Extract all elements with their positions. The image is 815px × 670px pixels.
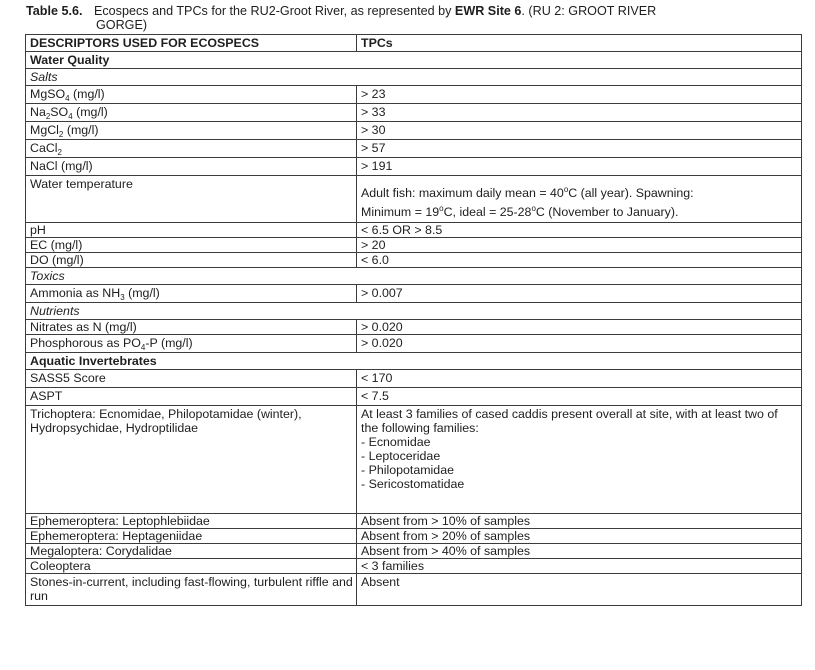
list-item: - Philopotamidae [361,463,454,477]
table-row [26,335,802,353]
tpc-nacl: > 191 [357,158,802,176]
tpc-water-temperature: Adult fish: maximum daily mean = $40^oC$ (all year). Spawning: Minimum = $19^oC$, ideal = $25-28^oC$ (November to January). [357,176,802,223]
table-row [26,529,802,544]
table-row [26,320,802,335]
table-row [26,514,802,529]
caption-label: Table 5.6. [26,4,83,18]
tpc-do: < 6.0 [357,253,802,268]
table-row [26,223,802,238]
tpc-cacl2: > 57 [357,140,802,158]
subsection-toxics: Toxics [26,268,802,285]
tpc-corydalidae: Absent from > 40% of samples [357,544,802,559]
subsection-row [26,69,802,86]
subsection-row [26,268,802,285]
tpc-mgcl2: > 30 [357,122,802,140]
table-row [26,388,802,406]
subsection-salts: Salts [26,69,802,86]
section-row [26,353,802,370]
table-row [26,140,802,158]
table-row [26,104,802,122]
descriptor-cacl2: CaCl$_2$ [26,140,357,158]
subsection-nutrients: Nutrients [26,303,802,320]
descriptor-coleoptera: Coleoptera [26,559,357,574]
descriptor-trichoptera: Trichoptera: Ecnomidae, Philopotamidae (winter), Hydropsychidae, Hydroptilidae [26,406,357,514]
descriptor-leptophlebiidae: Ephemeroptera: Leptophlebiidae [26,514,357,529]
tpc-trichoptera [357,406,802,514]
tpc-na2so4: > 33 [357,104,802,122]
descriptor-do: DO (mg/l) [26,253,357,268]
list-item: - Ecnomidae [361,435,431,449]
descriptor-corydalidae: Megaloptera: Corydalidae [26,544,357,559]
descriptor-nacl: NaCl (mg/l) [26,158,357,176]
section-aquatic-invertebrates: Aquatic Invertebrates [26,353,802,370]
table-row [26,370,802,388]
table-row [26,559,802,574]
table-row [26,238,802,253]
descriptor-nitrates: Nitrates as N (mg/l) [26,320,357,335]
table-row [26,122,802,140]
descriptor-sass5: SASS5 Score [26,370,357,388]
list-item: - Sericostomatidae [361,477,465,491]
tpc-mgso4: > 23 [357,86,802,104]
table-header [26,35,802,52]
descriptor-ammonia: Ammonia as $NH_3$ (mg/l) [26,285,357,303]
tpc-coleoptera: < 3 families [357,559,802,574]
table-caption [26,4,786,32]
section-row [26,52,802,69]
table-row [26,86,802,104]
tpc-nitrates: > 0.020 [357,320,802,335]
table-row [26,574,802,606]
tpc-trichoptera-text: At least 3 families of cased caddis present overall at site, with at least two of the following families: [361,407,778,435]
header-descriptors: DESCRIPTORS USED FOR ECOSPECS [26,35,357,52]
subsection-row [26,303,802,320]
descriptor-mgso4: MgSO$_4$ (mg/l) [26,86,357,104]
header-tpcs: TPCs [357,35,802,52]
descriptor-mgcl2: MgCl$_2$ (mg/l) [26,122,357,140]
descriptor-aspt: ASPT [26,388,357,406]
caption-site: EWR Site 6 [454,4,522,18]
tpc-ec: > 20 [357,238,802,253]
descriptor-stones: Stones-in-current, including fast-flowing, turbulent riffle and run [26,574,357,606]
list-item: - Leptoceridae [361,449,441,463]
tpc-ph: < 6.5 OR > 8.5 [357,223,802,238]
descriptor-ec: EC (mg/l) [26,238,357,253]
tpc-stones: Absent [357,574,802,606]
tpc-heptageniidae: Absent from > 20% of samples [357,529,802,544]
family-list [361,435,798,491]
tpc-phosphorous: > 0.020 [357,335,802,353]
caption-text-3: GORGE) [96,18,148,32]
table-row [26,158,802,176]
descriptor-na2so4: $Na_2SO_4$ (mg/l) [26,104,357,122]
descriptor-water-temperature: Water temperature [26,176,357,223]
caption-text: Ecospecs and TPCs for the RU2-Groot River, as represented by [93,4,455,18]
tpc-sass5: < 170 [357,370,802,388]
table-row [26,544,802,559]
caption-text-2: . (RU 2: GROOT RIVER [521,4,657,18]
table-row [26,406,802,514]
descriptor-heptageniidae: Ephemeroptera: Heptageniidae [26,529,357,544]
tpc-leptophlebiidae: Absent from > 10% of samples [357,514,802,529]
tpc-ammonia: > 0.007 [357,285,802,303]
ecospecs-table [25,34,802,606]
section-water-quality: Water Quality [26,52,802,69]
table-row [26,176,802,223]
tpc-aspt: < 7.5 [357,388,802,406]
descriptor-phosphorous: Phosphorous as $PO_4-P$ (mg/l) [26,335,357,353]
descriptor-ph: pH [26,223,357,238]
table-row [26,253,802,268]
table-row [26,285,802,303]
